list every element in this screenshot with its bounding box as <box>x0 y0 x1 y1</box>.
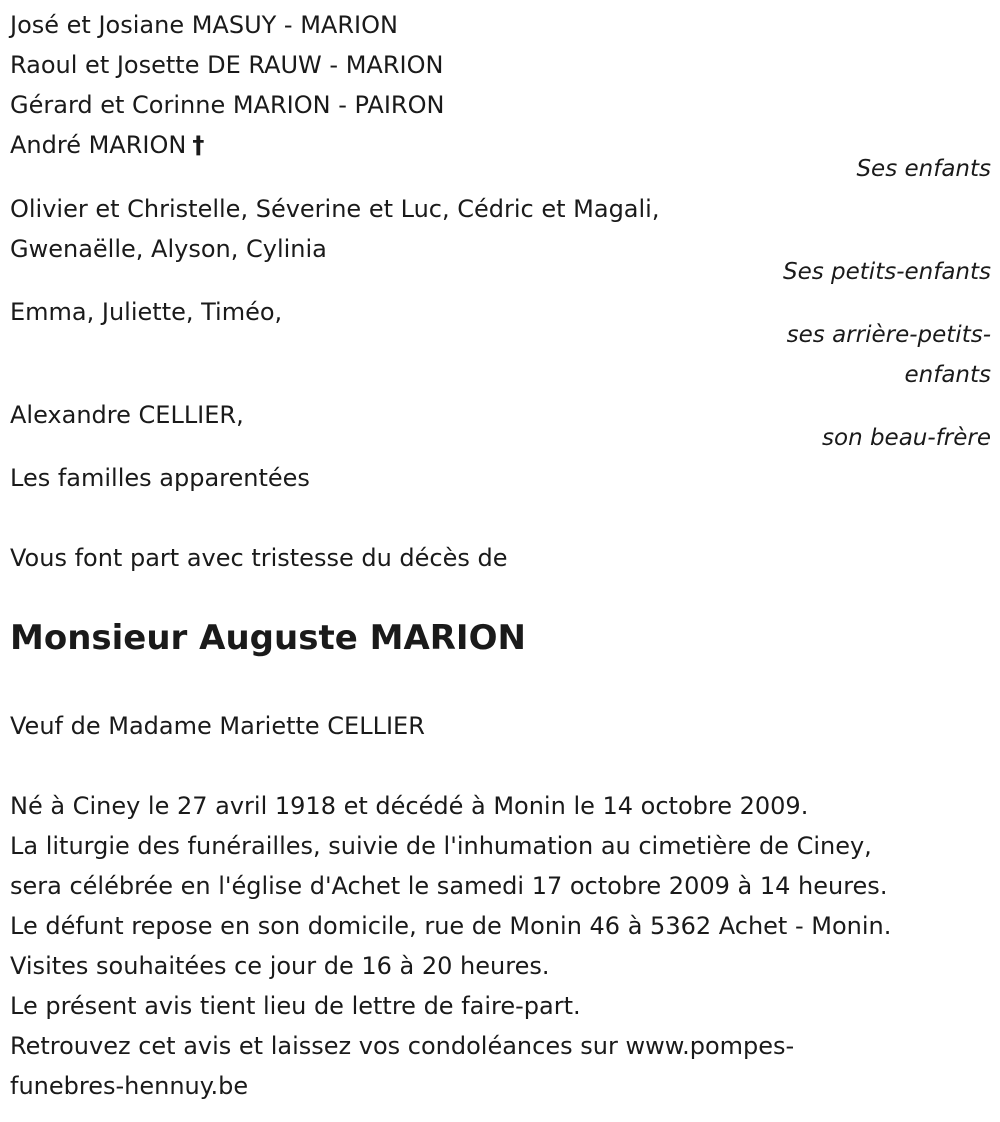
children-role: Ses enfants <box>856 156 991 182</box>
grandchildren-line-2: Gwenaëlle, Alyson, Cylinia <box>10 235 327 263</box>
detail-line-1: Né à Ciney le 27 avril 1918 et décédé à Monin le 14 octobre 2009. <box>10 792 809 820</box>
child-line-2: Raoul et Josette DE RAUW - MARION <box>10 51 444 79</box>
detail-line-3: sera célébrée en l'église d'Achet le samedi 17 octobre 2009 à 14 heures. <box>10 872 888 900</box>
great-grandchildren-line: Emma, Juliette, Timéo, <box>10 298 283 326</box>
child-line-3: Gérard et Corinne MARION - PAIRON <box>10 91 445 119</box>
detail-line-2: La liturgie des funérailles, suivie de l'inhumation au cimetière de Ciney, <box>10 832 872 860</box>
great-grandchildren-role-2: enfants <box>904 362 991 388</box>
brother-in-law-line: Alexandre CELLIER, <box>10 401 244 429</box>
detail-line-5: Visites souhaitées ce jour de 16 à 20 heures. <box>10 952 550 980</box>
detail-line-8: funebres-hennuy.be <box>10 1072 249 1100</box>
announcement-line: Vous font part avec tristesse du décès de <box>10 544 508 572</box>
grandchildren-line-1: Olivier et Christelle, Séverine et Luc, Cédric et Magali, <box>10 195 660 223</box>
great-grandchildren-role-1: ses arrière-petits- <box>786 322 991 348</box>
child-line-1: José et Josiane MASUY - MARION <box>10 11 398 39</box>
child-line-4 <box>10 130 204 160</box>
brother-in-law-role: son beau-frère <box>822 425 991 451</box>
relatives-line: Les familles apparentées <box>10 464 310 492</box>
child-name: André MARION <box>10 131 187 159</box>
widower-line: Veuf de Madame Mariette CELLIER <box>10 712 425 740</box>
detail-line-6: Le présent avis tient lieu de lettre de faire-part. <box>10 992 581 1020</box>
detail-line-7: Retrouvez cet avis et laissez vos condoléances sur www.pompes- <box>10 1032 795 1060</box>
cross-icon: † <box>192 131 205 159</box>
deceased-name: Monsieur Auguste MARION <box>10 618 526 658</box>
detail-line-4: Le défunt repose en son domicile, rue de Monin 46 à 5362 Achet - Monin. <box>10 912 892 940</box>
grandchildren-role: Ses petits-enfants <box>783 259 991 285</box>
